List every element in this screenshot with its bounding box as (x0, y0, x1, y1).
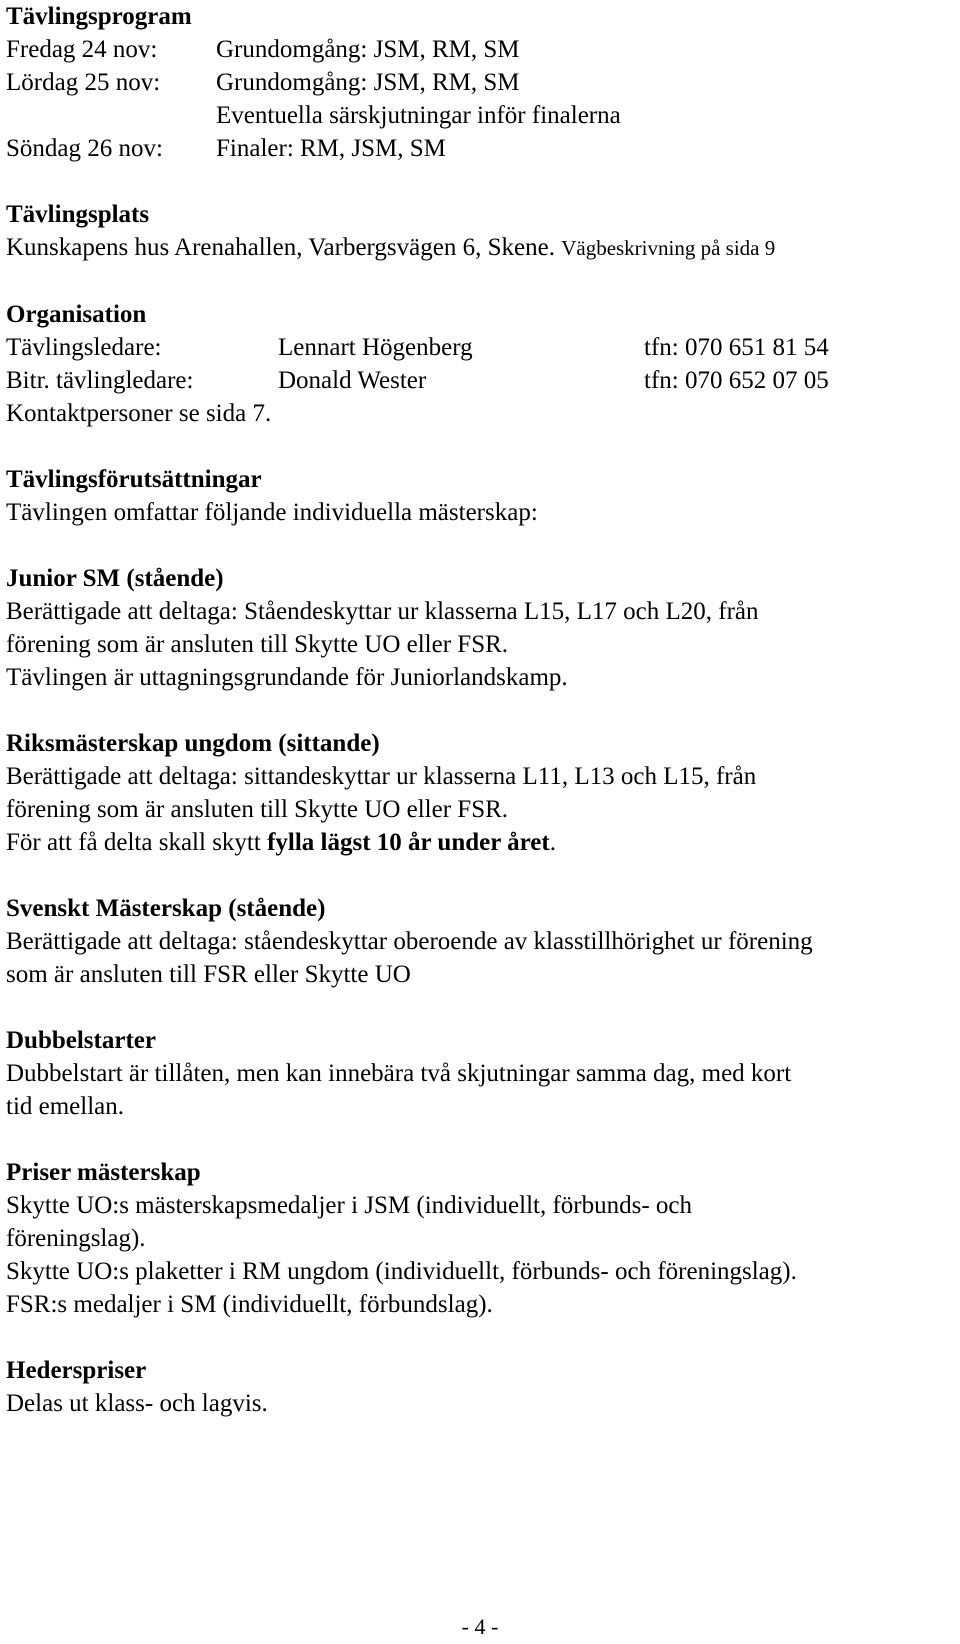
program-row (6, 132, 956, 165)
youth-line-prefix: För att få delta skall skytt (6, 829, 268, 856)
sm-section (6, 892, 956, 991)
program-text: Grundomgång: JSM, RM, SM (216, 36, 520, 63)
program-day: Söndag 26 nov: (6, 135, 163, 162)
organisation-row (6, 364, 956, 397)
organisation-phone: tfn: 070 651 81 54 (644, 334, 829, 361)
double-heading: Dubbelstarter (6, 1027, 156, 1054)
double-line: Dubbelstart är tillåten, men kan innebära två skjutningar samma dag, med kort (6, 1060, 792, 1087)
sm-line: Berättigade att deltaga: ståendeskyttar oberoende av klasstillhörighet ur förening (6, 928, 813, 955)
honor-heading: Hederspriser (6, 1357, 147, 1384)
sm-line: som är ansluten till FSR eller Skytte UO (6, 961, 411, 988)
double-line: tid emellan. (6, 1093, 125, 1120)
junior-line: Berättigade att deltaga: Ståendeskyttar ur klasserna L15, L17 och L20, från (6, 598, 759, 625)
junior-section (6, 562, 956, 694)
program-day: Fredag 24 nov: (6, 36, 158, 63)
conditions-section (6, 463, 956, 529)
organisation-role: Bitr. tävlingledare: (6, 367, 194, 394)
organisation-contacts: Kontaktpersoner se sida 7. (6, 400, 272, 427)
program-day: Lördag 25 nov: (6, 69, 161, 96)
prizes-section (6, 1156, 956, 1321)
organisation-row (6, 331, 956, 364)
junior-heading: Junior SM (stående) (6, 565, 224, 592)
youth-section (6, 727, 956, 859)
organisation-name: Donald Wester (278, 367, 427, 394)
program-text: Grundomgång: JSM, RM, SM (216, 69, 520, 96)
program-text: Finaler: RM, JSM, SM (216, 135, 446, 162)
organisation-phone: tfn: 070 652 07 05 (644, 367, 829, 394)
honor-line: Delas ut klass- och lagvis. (6, 1390, 268, 1417)
organisation-heading: Organisation (6, 301, 147, 328)
organisation-name: Lennart Högenberg (278, 334, 473, 361)
youth-line-suffix: . (549, 829, 556, 856)
prizes-line: Skytte UO:s mästerskapsmedaljer i JSM (individuellt, förbunds- och (6, 1192, 693, 1219)
junior-line: förening som är ansluten till Skytte UO eller FSR. (6, 631, 509, 658)
venue-line (6, 231, 956, 265)
double-section (6, 1024, 956, 1123)
program-section (6, 0, 956, 165)
youth-heading: Riksmästerskap ungdom (sittande) (6, 730, 380, 757)
honor-section (6, 1354, 956, 1420)
prizes-line: FSR:s medaljer i SM (individuellt, förbundslag). (6, 1291, 493, 1318)
organisation-section (6, 298, 956, 430)
conditions-text: Tävlingen omfattar följande individuella mästerskap: (6, 499, 538, 526)
youth-age-requirement: fylla lägst 10 år under året (267, 829, 550, 856)
venue-directions: Vägbeskrivning på sida 9 (561, 236, 776, 260)
sm-heading: Svenskt Mästerskap (stående) (6, 895, 326, 922)
venue-section (6, 198, 956, 265)
organisation-role: Tävlingsledare: (6, 334, 162, 361)
prizes-line: föreningslag). (6, 1225, 146, 1252)
program-text: Eventuella särskjutningar inför finalerna (216, 102, 621, 129)
program-row (6, 33, 956, 66)
youth-line: förening som är ansluten till Skytte UO eller FSR. (6, 796, 509, 823)
page-number: - 4 - (461, 1614, 499, 1639)
prizes-line: Skytte UO:s plaketter i RM ungdom (individuellt, förbunds- och föreningslag). (6, 1258, 797, 1285)
youth-line: Berättigade att deltaga: sittandeskyttar ur klasserna L11, L13 och L15, från (6, 763, 757, 790)
conditions-heading: Tävlingsförutsättningar (6, 466, 262, 493)
youth-line (6, 826, 956, 859)
program-heading: Tävlingsprogram (6, 3, 192, 30)
venue-address: Kunskapens hus Arenahallen, Varbergsvägen 6, Skene. (6, 234, 555, 261)
junior-line: Tävlingen är uttagningsgrundande för Juniorlandskamp. (6, 664, 568, 691)
prizes-heading: Priser mästerskap (6, 1159, 201, 1186)
venue-heading: Tävlingsplats (6, 201, 150, 228)
program-row (6, 66, 956, 99)
document-page (6, 0, 956, 1420)
program-row (6, 99, 956, 132)
